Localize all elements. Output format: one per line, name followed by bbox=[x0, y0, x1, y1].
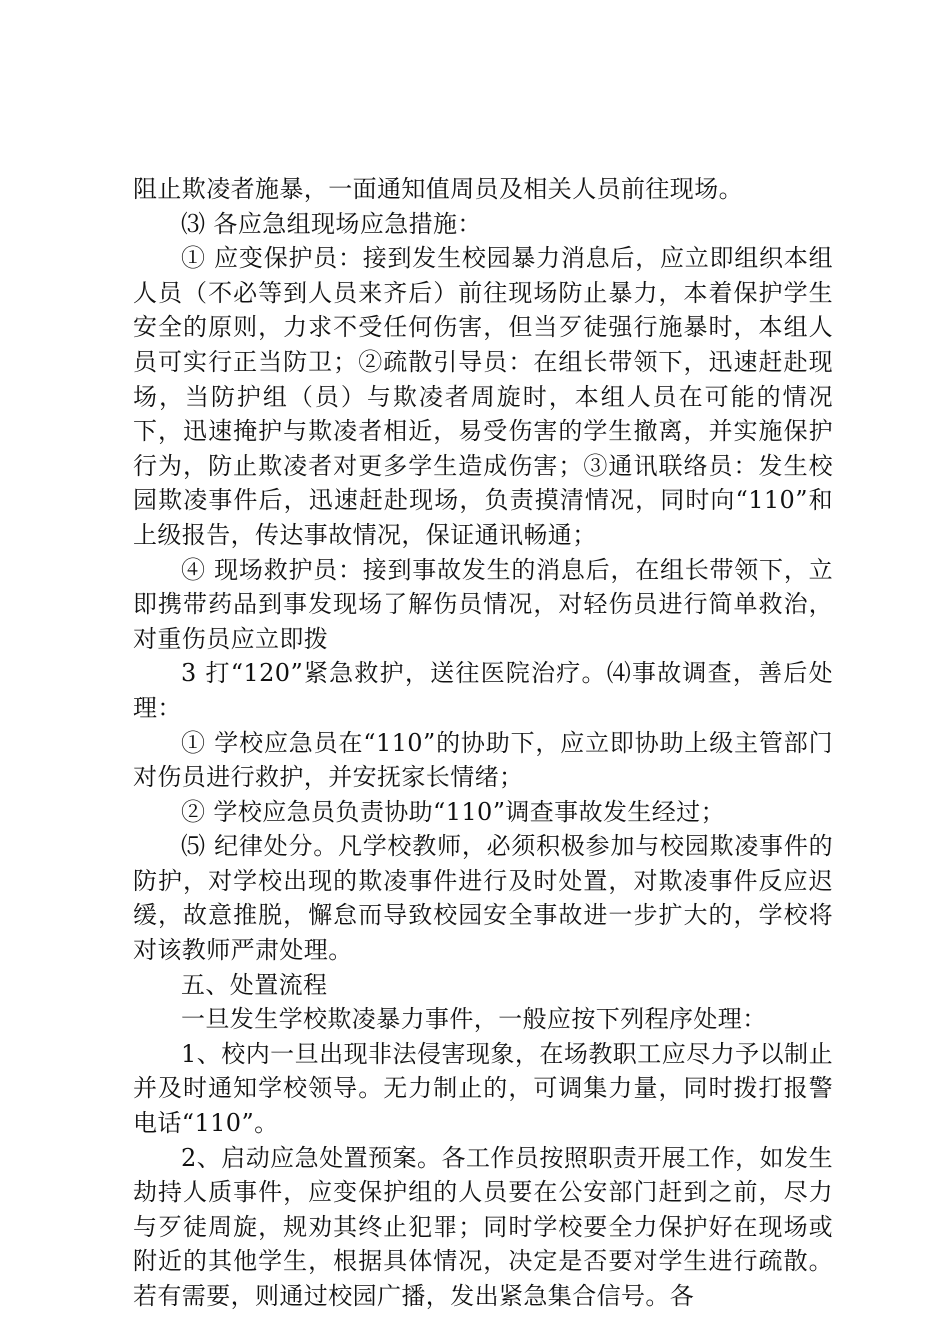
paragraph-10: 一旦发生学校欺凌暴力事件，一般应按下列程序处理： bbox=[181, 1005, 767, 1034]
paragraph-5: 3 打“120”紧急救护，送往医院治疗。⑷事故调查，善后处理： bbox=[133, 659, 833, 722]
paragraph-1: 阻止欺凌者施暴，一面通知值周员及相关人员前往现场。 bbox=[133, 175, 743, 203]
paragraph-2: ⑶ 各应急组现场应急措施： bbox=[181, 209, 482, 238]
paragraph-6: ① 学校应急员在“110”的协助下，应立即协助上级主管部门对伤员进行救护，并安抚家长情绪； bbox=[133, 728, 833, 792]
paragraph-11: 1、校内一旦出现非法侵害现象，在场教职工应尽力予以制止并及时通知学校领导。无力制止的，可调集力量，同时拨打报警电话“110”。 bbox=[133, 1039, 833, 1138]
paragraph-8: ⑸ 纪律处分。凡学校教师，必须积极参加与校园欺凌事件的防护，对学校出现的欺凌事件进行及时处置，对欺凌事件反应迟缓，故意推脱，懈怠而导致校园安全事故进一步扩大的，学校将对该教师严肃处理。 bbox=[133, 832, 833, 965]
paragraph-4: ④ 现场救护员：接到事故发生的消息后，在组长带领下，立即携带药品到事发现场了解伤员情况，对轻伤员进行简单救治，对重伤员应立即拨 bbox=[133, 555, 833, 653]
paragraph-7: ② 学校应急员负责协助“110”调查事故发生经过； bbox=[181, 797, 725, 826]
document-body bbox=[133, 172, 833, 1314]
paragraph-3: ① 应变保护员：接到发生校园暴力消息后，应立即组织本组人员（不必等到人员来齐后）前往现场防止暴力，本着保护学生安全的原则，力求不受任何伤害，但当歹徒强行施暴时，本组人员可实行正当防卫；②疏散引导员：在组长带领下，迅速赶赴现场，当防护组（员）与欺凌者周旋时，本组人员在可能的情况下，迅速掩护与欺凌者相近，易受伤害的学生撤离，并实施保护行为，防止欺凌者对更多学生造成伤害；③通讯联络员：发生校园欺凌事件后，迅速赶赴现场，负责摸清情况，同时向“110”和上级报告，传达事故情况，保证通讯畅通； bbox=[133, 244, 833, 549]
section-heading: 五、处置流程 bbox=[181, 970, 328, 999]
paragraph-12: 2、启动应急处置预案。各工作员按照职责开展工作，如发生劫持人质事件，应变保护组的人员要在公安部门赶到之前，尽力与歹徒周旋，规劝其终止犯罪；同时学校要全力保护好在现场或附近的其他学生，根据具体情况，决定是否要对学生进行疏散。若有需要，则通过校园广播，发出紧急集合信号。各 bbox=[133, 1143, 833, 1310]
